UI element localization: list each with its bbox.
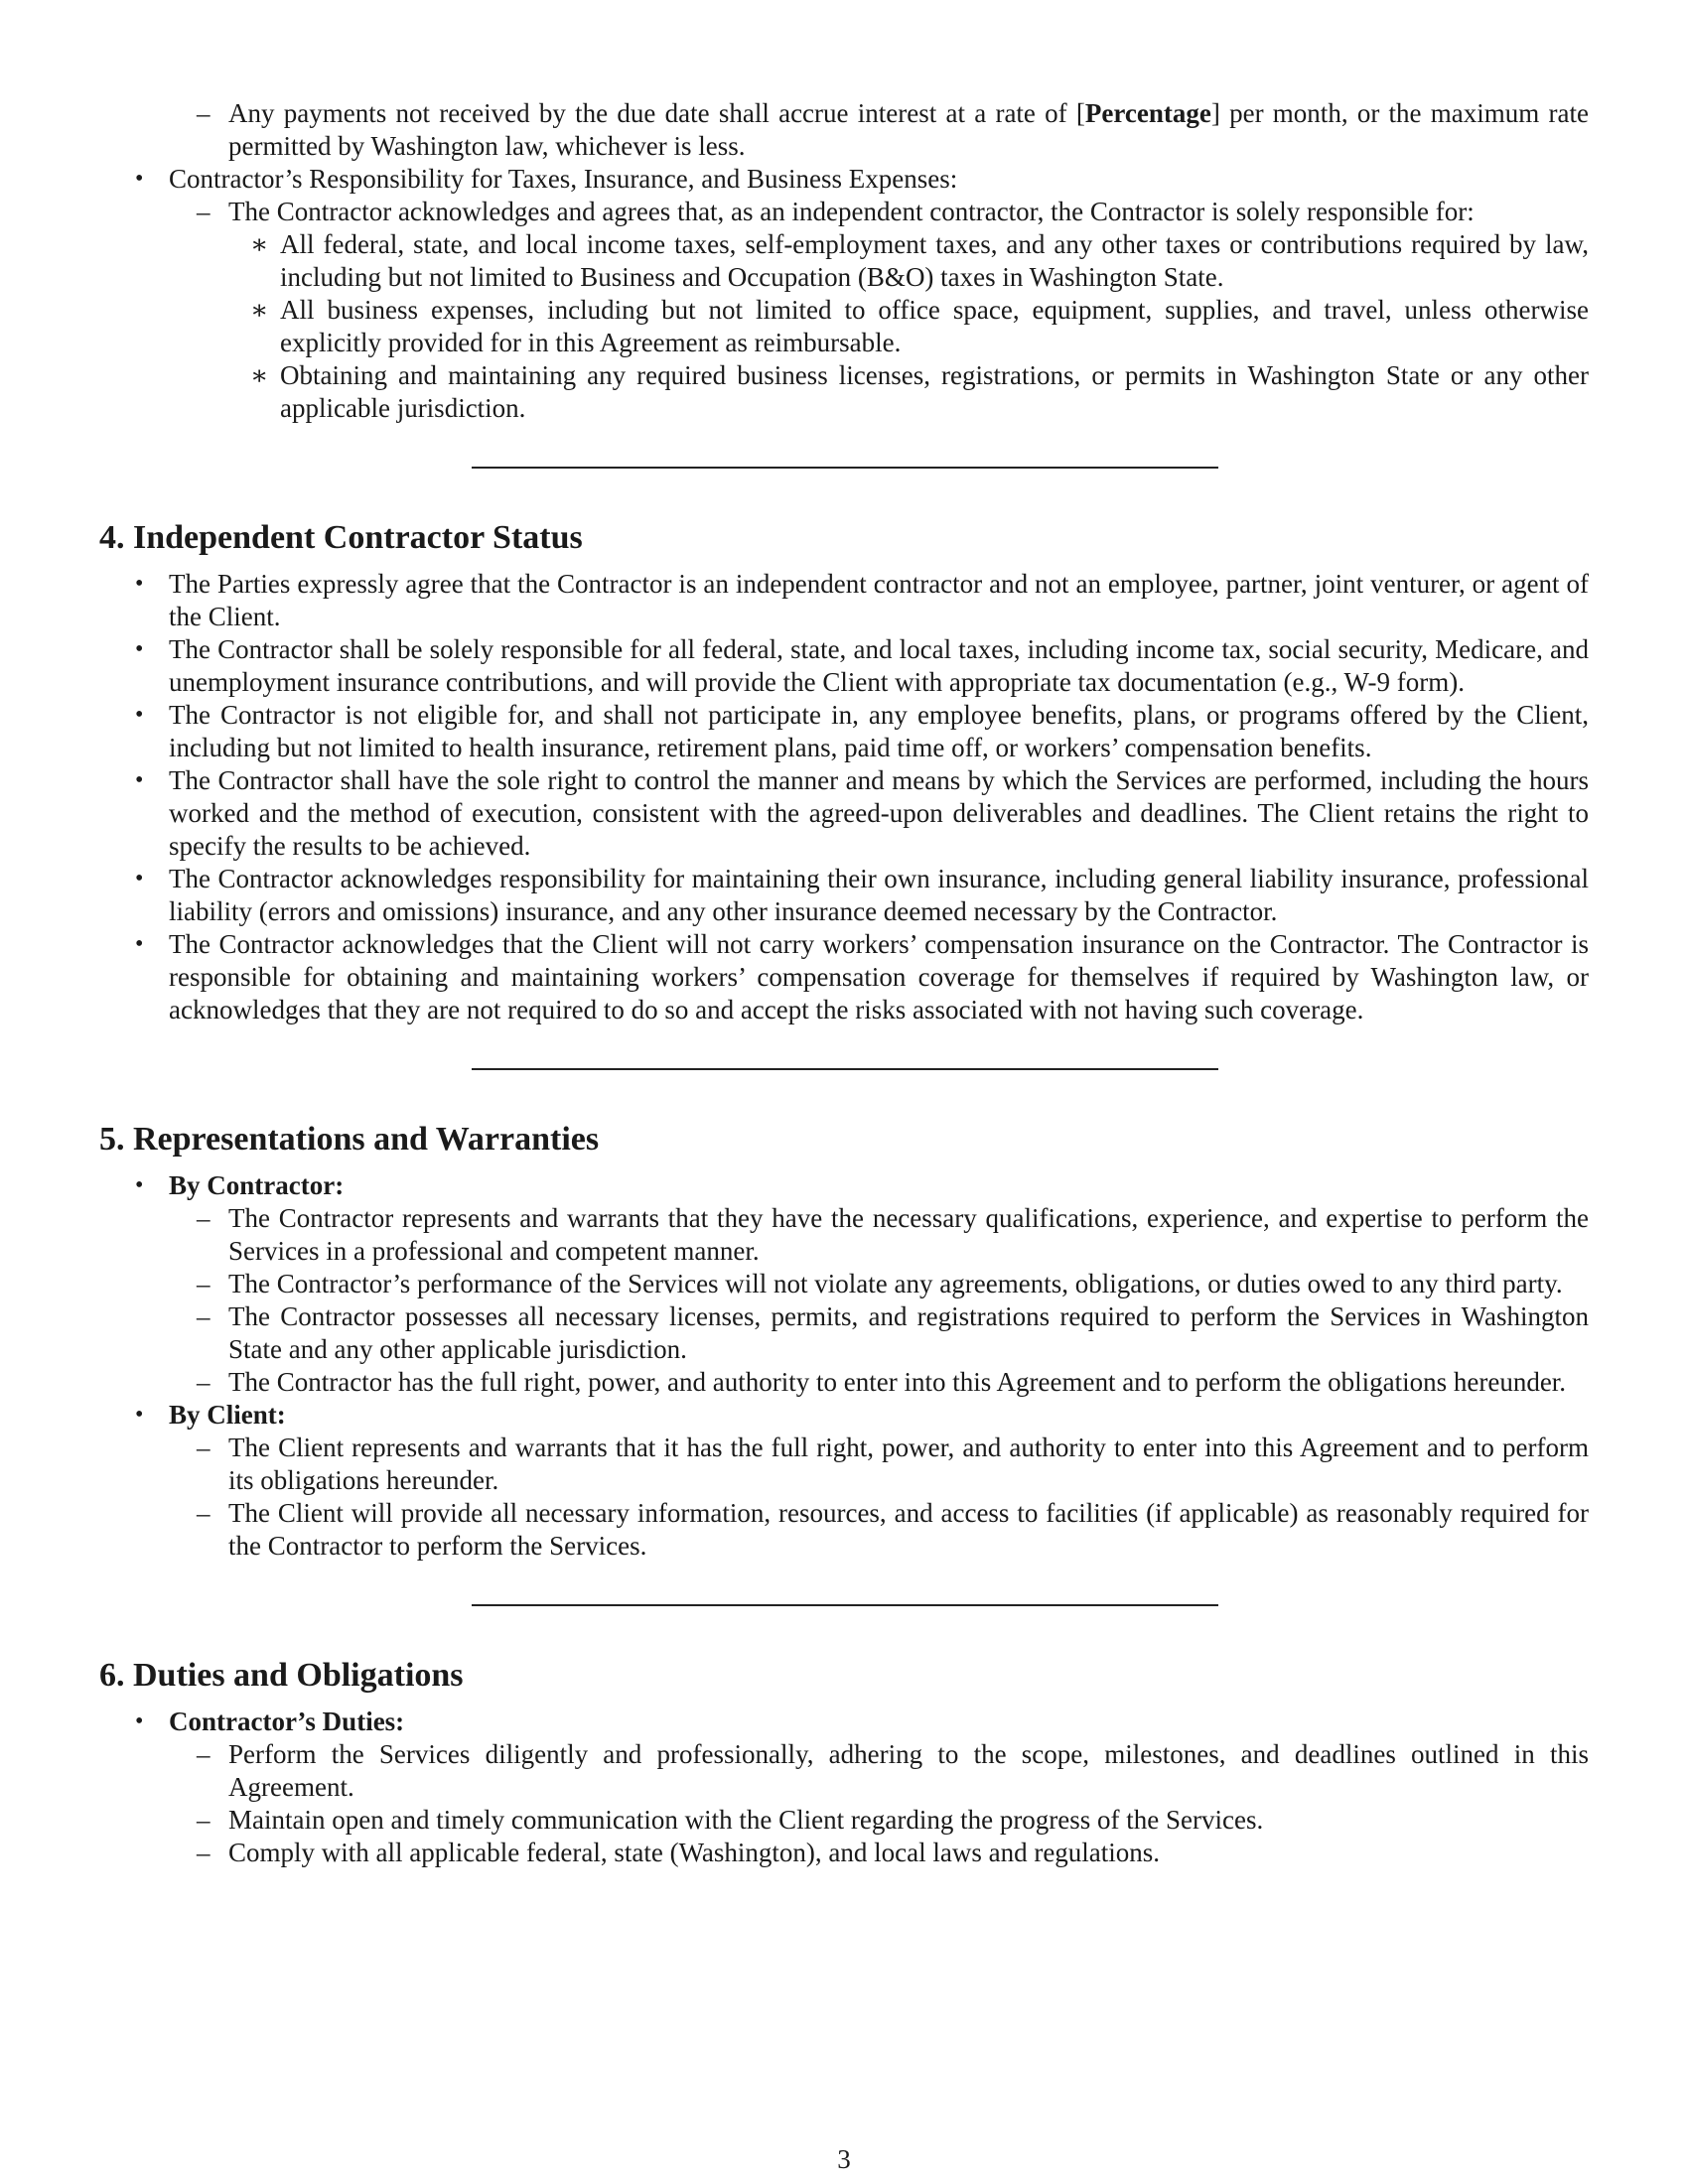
list-item: – The Contractor has the full right, power, and authority to enter into this Agreement and to perform the obligations hereunder. (197, 1367, 1567, 1397)
dash-marker: – (197, 1433, 211, 1462)
dash-marker: – (197, 1301, 211, 1331)
list-item: – The Client represents and warrants that it has the full right, power, and authority to enter into this Agreement and to perform its obligations hereunder. (197, 1433, 1589, 1495)
subheading-by-contractor: • By Contractor: (135, 1170, 345, 1200)
star-marker: ∗ (250, 295, 269, 325)
list-item: • The Contractor shall be solely responsible for all federal, state, and local taxes, including income tax, social security, Medicare, and unemployment insurance contributions, and will provide the Client with appropriate tax documentation (e.g., W-9 form). (135, 634, 1589, 697)
subheading-by-client: • By Client: (135, 1400, 286, 1430)
star-marker: ∗ (250, 229, 269, 259)
bullet-marker: • (135, 1402, 144, 1428)
bullet-marker: • (135, 1172, 144, 1198)
star-marker: ∗ (250, 360, 269, 390)
list-item: ∗ Obtaining and maintaining any required business licenses, registrations, or permits in Washington State or any other applicable jurisdiction. (250, 360, 1589, 423)
bullet-marker: • (135, 166, 144, 192)
document-body (99, 97, 1589, 1869)
dash-marker: – (197, 98, 211, 128)
section-5-title: 5. Representations and Warranties (99, 1121, 600, 1158)
list-item: ∗ All business expenses, including but not limited to office space, equipment, supplies, and travel, unless otherwise explicitly provided for in this Agreement as reimbursable. (250, 295, 1589, 357)
dash-marker: – (197, 197, 211, 226)
list-item: – The Contractor possesses all necessary licenses, permits, and registrations required to perform the Services in Washington State and any other applicable jurisdiction. (197, 1301, 1589, 1364)
taxes-heading: • Contractor’s Responsibility for Taxes, Insurance, and Business Expenses: (135, 164, 958, 194)
list-item: – Maintain open and timely communication with the Client regarding the progress of the Services. (197, 1805, 1264, 1835)
section-divider (472, 1068, 1218, 1070)
dash-marker: – (197, 1498, 211, 1528)
list-item: • The Contractor acknowledges that the Client will not carry workers’ compensation insurance on the Contractor. The Contractor is responsible for obtaining and maintaining workers’ compensation coverage for themselves if required by Washington law, or acknowledges that they are not required to do so and accept the risks associated with not having such coverage. (135, 929, 1589, 1024)
subheading-contractor-duties: • Contractor’s Duties: (135, 1706, 405, 1736)
interest-clause: – Any payments not received by the due date shall accrue interest at a rate of [Percentage] per month, or the maximum rate permitted by Washington law, whichever is less. (197, 98, 1589, 161)
dash-marker: – (197, 1805, 211, 1835)
dash-marker: – (197, 1203, 211, 1233)
list-item: – Perform the Services diligently and professionally, adhering to the scope, milestones, and deadlines outlined in this Agreement. (197, 1739, 1589, 1802)
section-divider (472, 1604, 1218, 1606)
list-item: • The Parties expressly agree that the Contractor is an independent contractor and not an employee, partner, joint venturer, or agent of the Client. (135, 569, 1589, 631)
bullet-marker: • (135, 1708, 144, 1734)
bullet-marker: • (135, 866, 144, 891)
dash-marker: – (197, 1739, 211, 1769)
list-item: – Comply with all applicable federal, state (Washington), and local laws and regulations. (197, 1838, 1161, 1867)
section-4-title: 4. Independent Contractor Status (99, 519, 583, 556)
list-item: ∗ All federal, state, and local income taxes, self-employment taxes, and any other taxes or contributions required by law, including but not limited to Business and Occupation (B&O) taxes in Washington State. (250, 229, 1589, 292)
bullet-marker: • (135, 767, 144, 793)
list-item: • The Contractor shall have the sole right to control the manner and means by which the Services are performed, including the hours worked and the method of execution, consistent with the agreed-upon deliverables and deadlines. The Client retains the right to specify the results to be achieved. (135, 765, 1589, 861)
percentage-placeholder: Percentage (1084, 98, 1211, 128)
list-item: • The Contractor acknowledges responsibility for maintaining their own insurance, including general liability insurance, professional liability (errors and omissions) insurance, and any other insurance deemed necessary by the Contractor. (135, 864, 1589, 926)
dash-marker: – (197, 1367, 211, 1397)
dash-marker: – (197, 1269, 211, 1298)
bullet-marker: • (135, 931, 144, 957)
bullet-marker: • (135, 571, 144, 597)
bullet-marker: • (135, 636, 144, 662)
list-item: • The Contractor is not eligible for, and shall not participate in, any employee benefits, plans, or programs offered by the Client, including but not limited to health insurance, retirement plans, paid time off, or workers’ compensation benefits. (135, 700, 1589, 762)
section-6-title: 6. Duties and Obligations (99, 1657, 464, 1694)
page-number: 3 (837, 2144, 851, 2174)
taxes-intro: – The Contractor acknowledges and agrees that, as an independent contractor, the Contractor is solely responsible for: (197, 197, 1475, 226)
list-item: – The Contractor’s performance of the Services will not violate any agreements, obligations, or duties owed to any third party. (197, 1269, 1563, 1298)
dash-marker: – (197, 1838, 211, 1867)
list-item: – The Contractor represents and warrants that they have the necessary qualifications, experience, and expertise to perform the Services in a professional and competent manner. (197, 1203, 1589, 1266)
list-item: – The Client will provide all necessary information, resources, and access to facilities (if applicable) as reasonably required for the Contractor to perform the Services. (197, 1498, 1589, 1561)
bullet-marker: • (135, 702, 144, 728)
section-divider (472, 467, 1218, 469)
